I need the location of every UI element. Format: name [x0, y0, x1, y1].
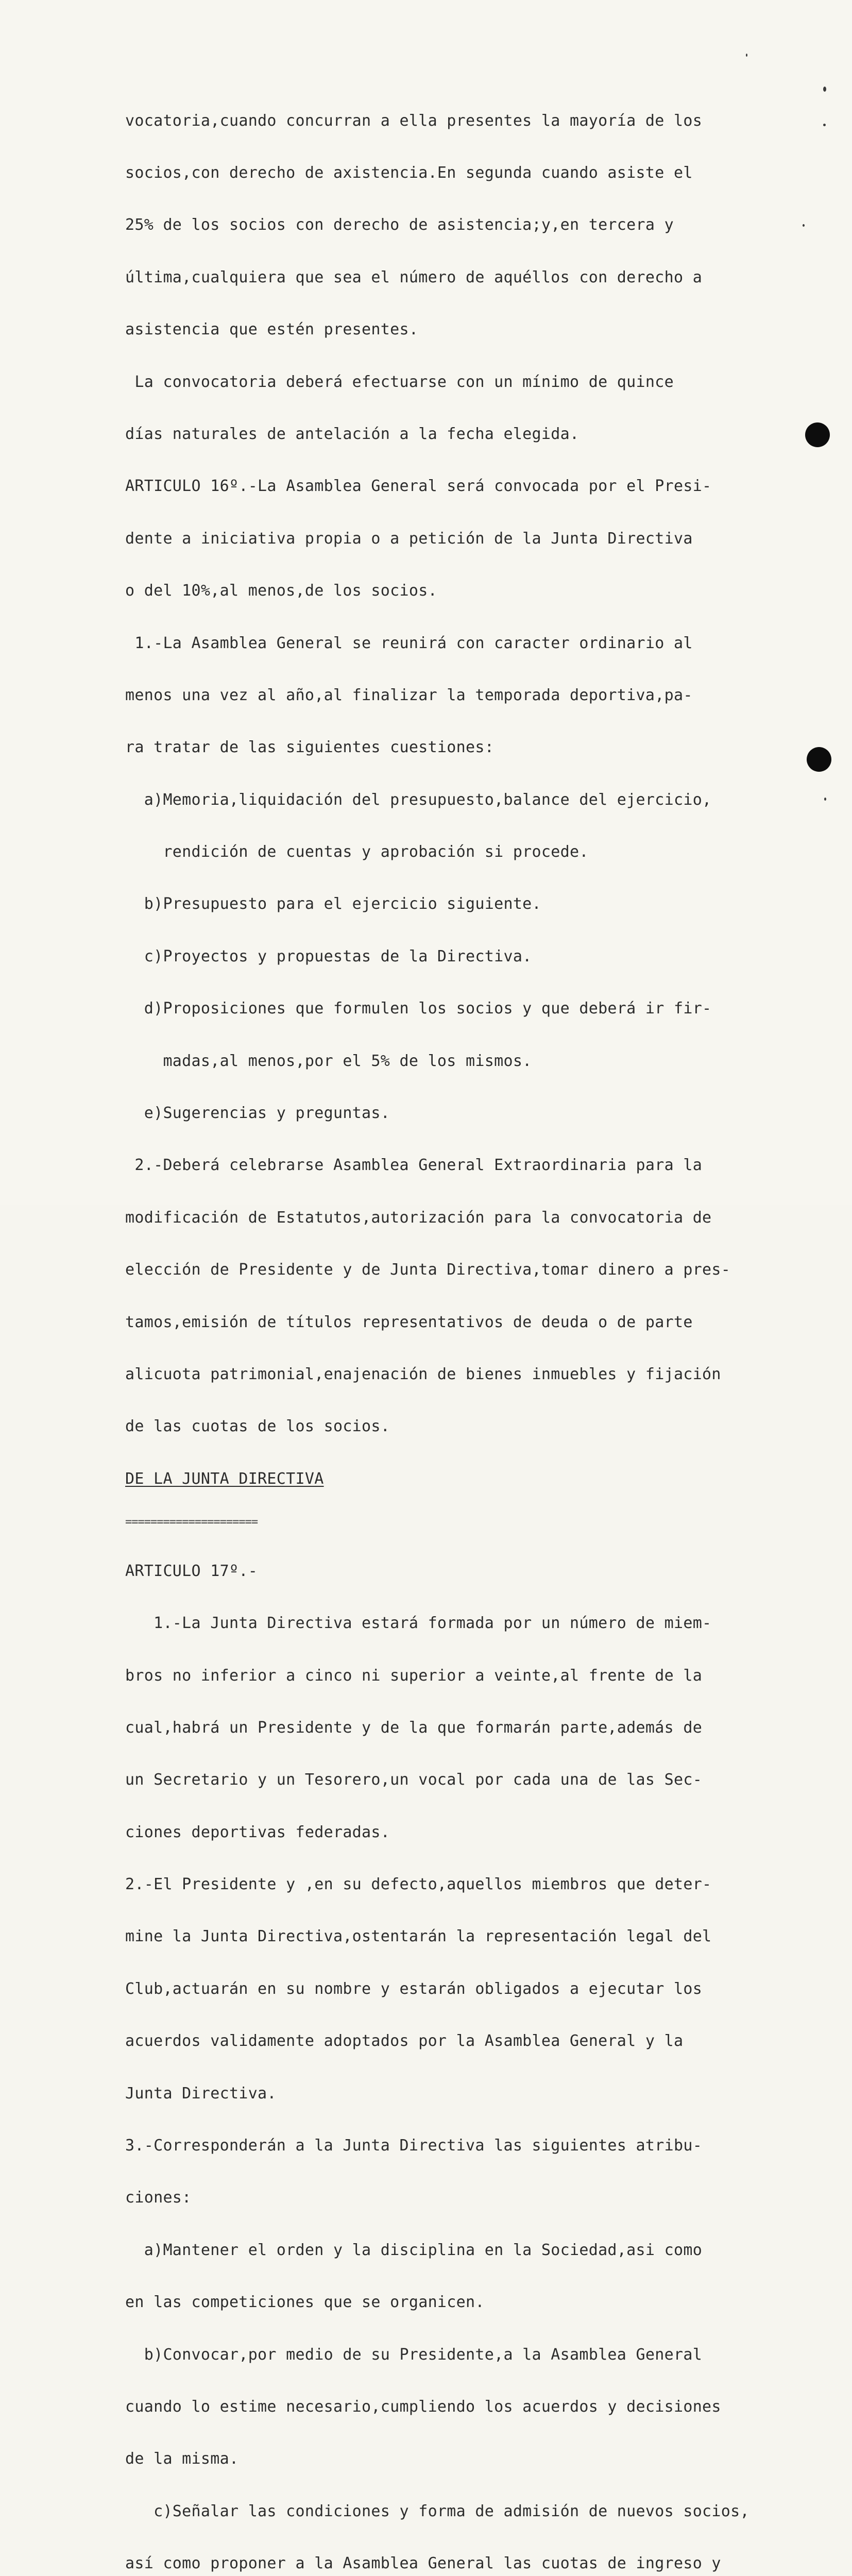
text-line: acuerdos validamente adoptados por la Asamblea General y la [125, 2032, 684, 2050]
text-line: rendición de cuentas y aprobación si procede. [125, 843, 589, 861]
text-line: ciones: [125, 2189, 192, 2207]
text-line: e)Sugerencias y preguntas. [125, 1104, 390, 1123]
text-line: a)Mantener el orden y la disciplina en la Sociedad,asi como [125, 2241, 703, 2259]
text-line: vocatoria,cuando concurran a ella presentes la mayoría de los [125, 111, 703, 130]
text-line: en las competiciones que se organicen. [125, 2293, 485, 2312]
text-line: cuando lo estime necesario,cumpliendo los acuerdos y decisiones [125, 2397, 721, 2416]
text-line: dente a iniciativa propia o a petición de la Junta Directiva [125, 529, 693, 548]
text-line: 2.-Deberá celebrarse Asamblea General Extraordinaria para la [125, 1156, 703, 1175]
text-line: un Secretario y un Tesorero,un vocal por cada una de las Sec- [125, 1771, 703, 1789]
margin-mark [746, 54, 747, 57]
margin-mark [823, 124, 826, 126]
text-line: La convocatoria deberá efectuarse con un mínimo de quince [125, 372, 674, 391]
text-line: alicuota patrimonial,enajenación de bienes inmuebles y fijación [125, 1365, 721, 1383]
margin-mark [823, 87, 826, 92]
text-line: Club,actuarán en su nombre y estarán obligados a ejecutar los [125, 1979, 703, 1998]
text-line: menos una vez al año,al finalizar la temporada deportiva,pa- [125, 686, 693, 704]
text-line: Junta Directiva. [125, 2084, 277, 2103]
text-line: 1.-La Asamblea General se reunirá con caracter ordinario al [125, 634, 693, 652]
text-line: madas,al menos,por el 5% de los mismos. [125, 1052, 532, 1070]
text-line: 25% de los socios con derecho de asistencia;y,en tercera y [125, 216, 674, 234]
text-line: modificación de Estatutos,autorización para la convocatoria de [125, 1208, 712, 1227]
text-line: c)Señalar las condiciones y forma de admisión de nuevos socios, [125, 2502, 749, 2520]
text-line: días naturales de antelación a la fecha elegida. [125, 425, 580, 443]
text-line: bros no inferior a cinco ni superior a veinte,al frente de la [125, 1666, 703, 1685]
text-line: cual,habrá un Presidente y de la que formarán parte,además de [125, 1718, 703, 1737]
text-line: d)Proposiciones que formulen los socios y que deberá ir fir- [125, 999, 712, 1018]
text-line: 3.-Corresponderán a la Junta Directiva las siguientes atribu- [125, 2137, 703, 2155]
section-heading: DE LA JUNTA DIRECTIVA [125, 1469, 324, 1488]
text-line: ra tratar de las siguientes cuestiones: [125, 738, 495, 757]
text-line: 1.-La Junta Directiva estará formada por un número de miem- [125, 1614, 712, 1633]
text-line: de la misma. [125, 2450, 239, 2468]
text-line: elección de Presidente y de Junta Directiva,tomar dinero a pres- [125, 1261, 731, 1279]
text-line: 2.-El Presidente y ,en su defecto,aquellos miembros que deter- [125, 1875, 712, 1894]
heading-double-underline: ===================== [125, 1516, 258, 1529]
text-line: última,cualquiera que sea el número de aquéllos con derecho a [125, 268, 703, 286]
text-line: c)Proyectos y propuestas de la Directiva. [125, 947, 532, 965]
text-line: así como proponer a la Asamblea General las cuotas de ingreso y [125, 2554, 721, 2573]
text-line: tamos,emisión de títulos representativos de deuda o de parte [125, 1313, 693, 1331]
text-line: mine la Junta Directiva,ostentarán la representación legal del [125, 1927, 712, 1946]
text-line: socios,con derecho de axistencia.En segunda cuando asiste el [125, 163, 693, 182]
text-line: a)Memoria,liquidación del presupuesto,balance del ejercicio, [125, 790, 712, 809]
text-line: asistencia que estén presentes. [125, 320, 419, 339]
text-line: ARTICULO 17º.- [125, 1562, 258, 1580]
text-line: b)Presupuesto para el ejercicio siguiente. [125, 895, 541, 913]
text-line: de las cuotas de los socios. [125, 1417, 390, 1436]
text-line: o del 10%,al menos,de los socios. [125, 582, 437, 600]
document-body [125, 77, 810, 2576]
text-line: b)Convocar,por medio de su Presidente,a la Asamblea General [125, 2345, 703, 2364]
text-line: ARTICULO 16º.-La Asamblea General será convocada por el Presi- [125, 477, 712, 496]
binder-hole-bottom [807, 747, 831, 772]
text-line: ciones deportivas federadas. [125, 1823, 390, 1841]
margin-mark [824, 798, 826, 801]
